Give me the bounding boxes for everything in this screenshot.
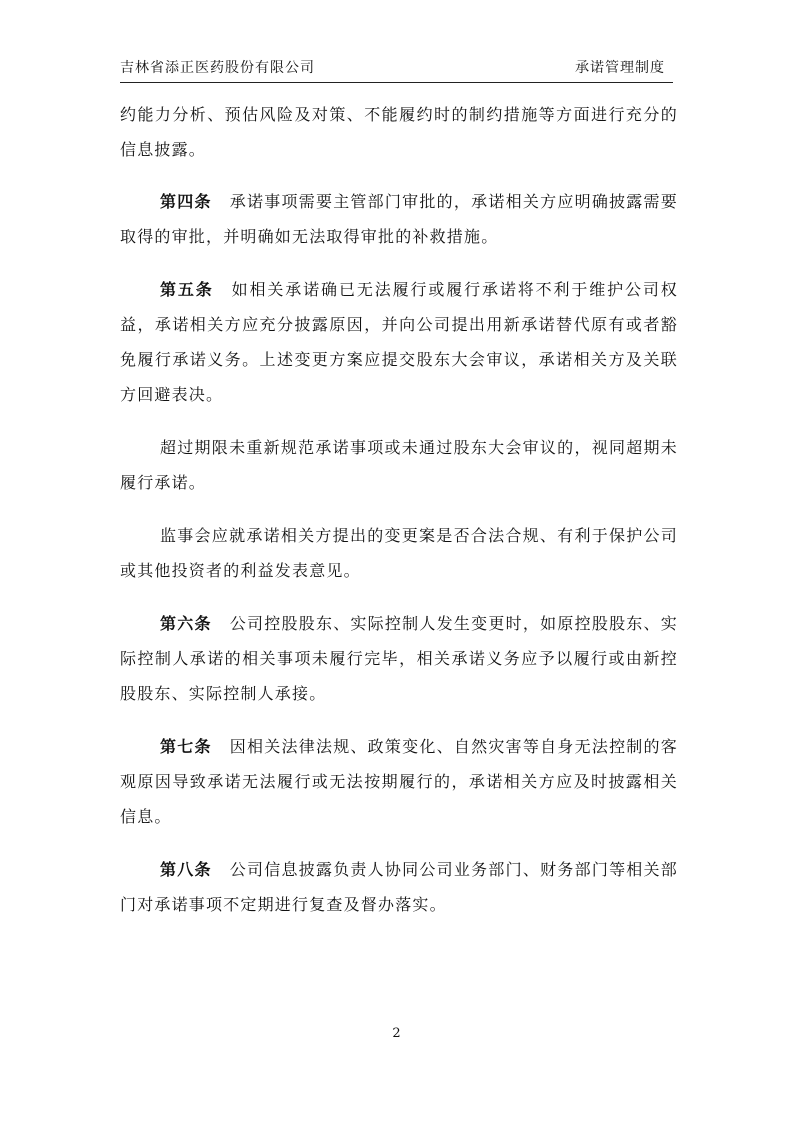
article-4 (120, 184, 678, 254)
article-5-clause-2 (120, 430, 678, 500)
article-number: 第八条 (160, 860, 212, 879)
article-5-clause-3 (120, 518, 678, 588)
page-number: 2 (392, 1026, 401, 1041)
page-header (120, 58, 673, 83)
paragraph-text: 超过期限未重新规范承诺事项或未通过股东大会审议的，视同超期未履行承诺。 (120, 438, 678, 492)
paragraph-text: 如相关承诺确已无法履行或履行承诺将不利于维护公司权益，承诺相关方应充分披露原因，并向公司提出用新承诺替代原有或者豁免履行承诺义务。上述变更方案应提交股东大会审议，承诺相关方及关联方回避表决。 (120, 280, 678, 404)
article-7 (120, 729, 678, 834)
article-number: 第六条 (160, 614, 212, 633)
article-5 (120, 272, 678, 412)
paragraph-text: 约能力分析、预估风险及对策、不能履约时的制约措施等方面进行充分的信息披露。 (120, 105, 678, 159)
article-number: 第四条 (160, 192, 212, 211)
article-number: 第五条 (160, 280, 214, 299)
article-8 (120, 852, 678, 922)
paragraph-text: 公司信息披露负责人协同公司业务部门、财务部门等相关部门对承诺事项不定期进行复查及督办落实。 (120, 860, 678, 914)
header-document-title: 承诺管理制度 (575, 60, 665, 76)
document-body (120, 97, 678, 940)
header-company-name: 吉林省添正医药股份有限公司 (120, 60, 315, 76)
article-6 (120, 606, 678, 711)
paragraph-text: 监事会应就承诺相关方提出的变更案是否合法合规、有利于保护公司或其他投资者的利益发表意见。 (120, 526, 678, 580)
paragraph-text: 公司控股股东、实际控制人发生变更时，如原控股股东、实际控制人承诺的相关事项未履行完毕，相关承诺义务应予以履行或由新控股股东、实际控制人承接。 (120, 614, 678, 703)
paragraph-text: 承诺事项需要主管部门审批的，承诺相关方应明确披露需要取得的审批，并明确如无法取得审批的补救措施。 (120, 192, 678, 246)
paragraph-continuation (120, 97, 678, 167)
paragraph-text: 因相关法律法规、政策变化、自然灾害等自身无法控制的客观原因导致承诺无法履行或无法按期履行的，承诺相关方应及时披露相关信息。 (120, 737, 678, 826)
article-number: 第七条 (160, 737, 212, 756)
